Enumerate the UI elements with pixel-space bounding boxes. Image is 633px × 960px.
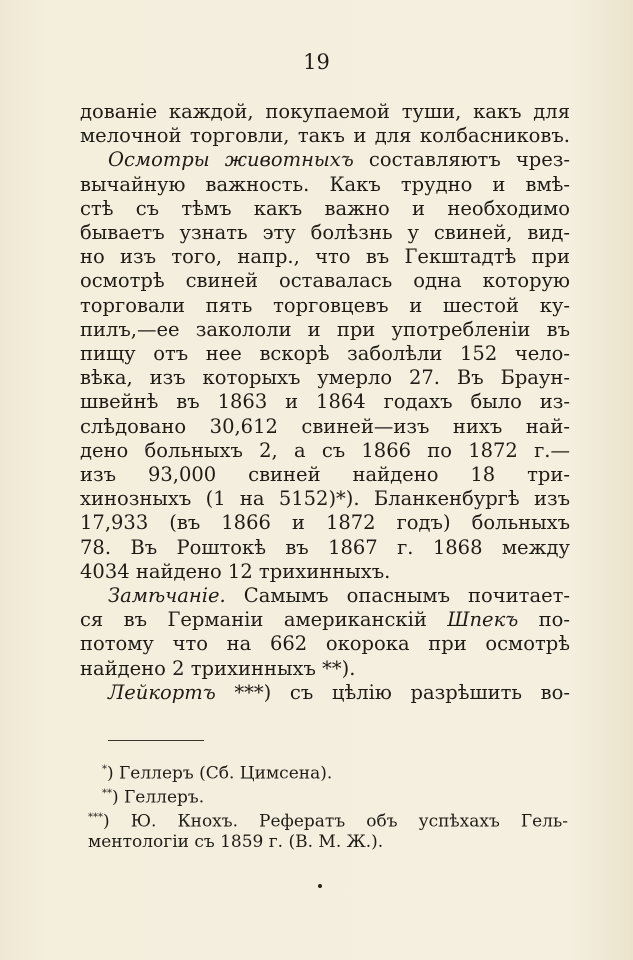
printer-dot: [318, 884, 322, 888]
footnotes: [88, 760, 568, 853]
text-line: осмотрѣ свиней оставалась одна которую: [80, 269, 570, 293]
text-line: стѣ съ тѣмъ какъ важно и необходимо: [80, 196, 570, 220]
text-line: пилъ,—ее закололи и при употребленіи въ: [80, 317, 570, 341]
text-line: вычайную важность. Какъ трудно и вмѣ-: [80, 172, 570, 196]
text-line: ся въ Германіи американскій Шпекъ по-: [80, 608, 571, 632]
footnote-mark: ***: [88, 812, 103, 824]
italic-phrase: Осмотры животныхъ: [108, 148, 354, 172]
footnote-3: ***) Ю. Кнохъ. Рефератъ объ успѣхахъ Гель-: [88, 811, 568, 832]
footnote-2: **) Геллеръ.: [102, 787, 205, 808]
italic-phrase: Шпекъ: [447, 608, 519, 632]
italic-phrase: Лейкортъ: [108, 680, 216, 704]
text-line: потому что на 662 окорока при осмотрѣ: [80, 632, 570, 656]
text-line: 17,933 (въ 1866 и 1872 годъ) больныхъ: [80, 511, 570, 535]
footnote-mark: **: [102, 788, 112, 800]
text-line: найдено 2 трихинныхъ **).: [80, 656, 356, 680]
text-line: вѣка, изъ которыхъ умерло 27. Въ Браун-: [80, 366, 570, 390]
text-line: Замѣчаніе. Самымъ опаснымъ почитает-: [108, 584, 570, 608]
text-line: изъ 93,000 свиней найдено 18 три-: [80, 463, 570, 487]
text-line: пищу отъ нее вскорѣ заболѣли 152 чело-: [80, 342, 570, 366]
page-number: 19: [303, 50, 330, 74]
text-line: мелочной торговли, такъ и для колбасниковъ.: [80, 124, 570, 148]
text-line: но изъ того, напр., что въ Гекштадтѣ при: [80, 245, 570, 269]
text-line: 78. Въ Роштокѣ въ 1867 г. 1868 между: [80, 535, 570, 559]
body-text: [80, 100, 570, 705]
text-line: слѣдовано 30,612 свиней—изъ нихъ най-: [80, 414, 570, 438]
footnote-text: Геллеръ (Сб. Цимсена).: [119, 763, 333, 784]
text-line: бываетъ узнать эту болѣзнь у свиней, вид-: [80, 221, 570, 245]
text-line: Осмотры животныхъ составляютъ чрез-: [108, 148, 570, 172]
italic-phrase: Замѣчаніе.: [108, 584, 226, 608]
footnote-text: Геллеръ.: [124, 787, 205, 808]
footnote-1: *) Геллеръ (Сб. Цимсена).: [102, 763, 333, 784]
footnote-text: Ю. Кнохъ. Рефератъ объ успѣхахъ Гель-: [130, 811, 568, 832]
text-line: Лейкортъ ***) съ цѣлію разрѣшить во-: [108, 680, 570, 704]
footnote-3-continued: ментологіи съ 1859 г. (В. М. Ж.).: [88, 832, 384, 853]
text-line: хинозныхъ (1 на 5152)*). Бланкенбургѣ изъ: [80, 487, 570, 511]
footnote-divider: [108, 740, 204, 741]
text-line: 4034 найдено 12 трихинныхъ.: [80, 559, 391, 583]
text-line: дено больныхъ 2, а съ 1866 по 1872 г.—: [80, 438, 570, 462]
footnote-mark: *: [102, 764, 107, 775]
text-line: швейнѣ въ 1863 и 1864 годахъ было из-: [80, 390, 570, 414]
text-line: дованіе каждой, покупаемой туши, какъ для: [80, 100, 570, 123]
text-line: торговали пять торговцевъ и шестой ку-: [80, 293, 570, 317]
